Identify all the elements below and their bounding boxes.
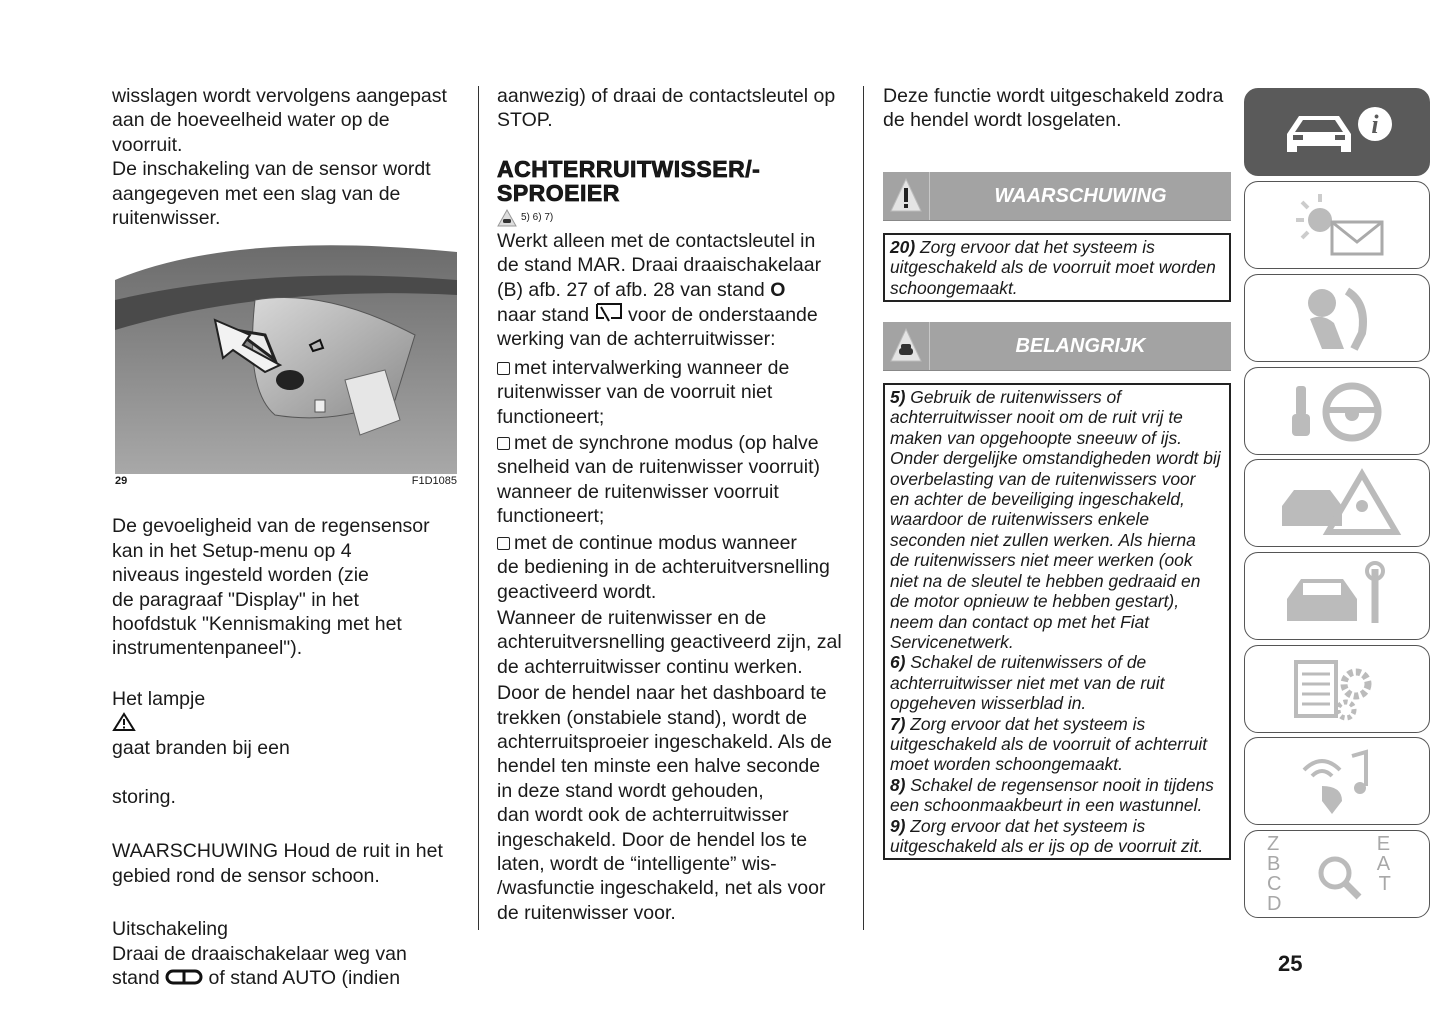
tab-lights-messages[interactable] bbox=[1244, 181, 1430, 269]
note bbox=[890, 775, 1224, 816]
list bbox=[497, 356, 847, 604]
reference-numbers: 5) 6) 7) bbox=[521, 211, 554, 223]
paragraph: De gevoeligheid van de regensensor kan in het Setup-menu op 4 niveaus ingesteld worden (zie de paragraaf "Display" in het hoofdstuk "Kennismaking met het instrumentenpaneel"). bbox=[112, 515, 430, 660]
car-wrench-icon bbox=[1277, 561, 1397, 631]
tab-technical-data[interactable] bbox=[1244, 645, 1430, 733]
car-info-icon bbox=[1277, 102, 1397, 162]
tab-index[interactable] bbox=[1244, 830, 1430, 918]
text: werking van de achterruitwisser: bbox=[497, 328, 776, 351]
paragraph: aanwezig) of draai de contactsleutel op STOP. bbox=[497, 85, 836, 132]
key-steering-wheel-icon bbox=[1282, 376, 1392, 446]
subheading: Uitschakeling bbox=[112, 918, 228, 941]
figure-code: F1D1085 bbox=[411, 475, 457, 488]
text: stand bbox=[112, 966, 160, 989]
warning-notes-box bbox=[883, 233, 1231, 302]
warning-exclamation-icon bbox=[883, 172, 930, 220]
airbag-seat-icon bbox=[1292, 283, 1382, 353]
lights-message-icon bbox=[1282, 190, 1392, 260]
list-item-text: met de continue modus wanneer de bediening in de achteruitversnelling geactiveerd wordt. bbox=[497, 531, 830, 603]
wiper-off-symbol-icon bbox=[165, 969, 203, 985]
note-text: Gebruik de ruitenwissers of achterruitwisser nooit om de ruit vrij te maken van opgehoopte sneeuw of ijs. Onder dergelijke omstandigheden wordt bij overbelasting van de ruitenwissers voor en achter de beveiliging ingeschakeld, waardoor de ruitenwissers enkele seconden niet zullen werken. Als hierna de ruitenwissers niet meer werken (ook niet na de sleutel te hebben gedraaid en de motor opnieuw te hebben gestart), neem dan contact op met het Fiat Servicenetwerk. bbox=[890, 387, 1221, 652]
text: of stand AUTO (indien bbox=[208, 966, 401, 989]
list-item-text: met de synchrone modus (op halve snelheid van de ruitenwisser voorruit) wanneer de ruitenwisser voorruit functioneert; bbox=[497, 432, 820, 528]
bullet-box-icon bbox=[497, 537, 510, 550]
paragraph bbox=[112, 942, 462, 991]
rear-wiper-symbol-icon bbox=[595, 302, 623, 324]
list-item bbox=[497, 356, 847, 429]
paragraph bbox=[112, 663, 462, 809]
text: storing. bbox=[112, 785, 176, 808]
important-banner bbox=[883, 322, 1231, 371]
paragraph: Deze functie wordt uitgeschakeld zodra de hendel wordt losgelaten. bbox=[883, 85, 1224, 132]
section-heading: ACHTERRUITWISSER/- SPROEIER bbox=[497, 155, 761, 206]
column-3 bbox=[883, 84, 1231, 860]
bullet-box-icon bbox=[497, 437, 510, 450]
note bbox=[890, 816, 1224, 857]
note bbox=[890, 237, 1224, 298]
index-letters: Z E B A C T D bbox=[1267, 833, 1391, 915]
column-divider bbox=[478, 86, 479, 930]
note-number: 20) bbox=[890, 236, 916, 257]
svg-text:i: i bbox=[1371, 110, 1379, 139]
tab-multimedia[interactable] bbox=[1244, 737, 1430, 825]
note-number: 8) bbox=[890, 774, 906, 795]
note-references bbox=[497, 207, 847, 229]
car-important-icon bbox=[497, 209, 517, 227]
column-divider bbox=[863, 86, 864, 930]
note-number: 6) bbox=[890, 652, 906, 673]
note bbox=[890, 714, 1224, 775]
tab-maintenance[interactable] bbox=[1244, 552, 1430, 640]
text: naar stand bbox=[497, 304, 590, 327]
warning-banner bbox=[883, 172, 1231, 221]
note-number: 9) bbox=[890, 815, 906, 836]
tab-emergency[interactable] bbox=[1244, 459, 1430, 547]
text: Draai de draaischakelaar weg van bbox=[112, 942, 407, 965]
text: Werkt alleen met de contactsleutel in de stand MAR. Draai draaischakelaar (B) afb. 27 of afb. 28 van stand bbox=[497, 229, 822, 301]
list-item bbox=[497, 531, 847, 604]
note bbox=[890, 387, 1224, 652]
paragraph bbox=[497, 229, 847, 352]
crash-warning-triangle-icon bbox=[1272, 468, 1402, 538]
note-number: 5) bbox=[890, 387, 906, 408]
figure-caption bbox=[115, 474, 457, 488]
note bbox=[890, 652, 1224, 713]
note-text: Schakel de ruitenwissers of de achterruitwisser niet met van de ruit opgeheven wisserblad in. bbox=[890, 652, 1165, 714]
paragraph: Wanneer de ruitenwisser en de achteruitversnelling geactiveerd zijn, zal de achterruitwisser continu werken. bbox=[497, 606, 842, 678]
bullet-box-icon bbox=[497, 362, 510, 375]
switch-position: O bbox=[770, 278, 786, 301]
note-number: 7) bbox=[890, 713, 906, 734]
column-2 bbox=[497, 84, 847, 925]
tab-safety[interactable] bbox=[1244, 274, 1430, 362]
note-text: Zorg ervoor dat het systeem is uitgeschakeld als de voorruit of achterruit moet worden schoongemaakt. bbox=[890, 713, 1208, 775]
warning-triangle-icon bbox=[112, 712, 136, 732]
page-number: 25 bbox=[1278, 951, 1303, 976]
multimedia-icon bbox=[1282, 746, 1392, 816]
figure-number: 29 bbox=[115, 475, 128, 488]
note-text: Zorg ervoor dat het systeem is uitgeschakeld als de voorruit moet worden schoongemaakt. bbox=[890, 236, 1216, 298]
text: gaat branden bij een bbox=[112, 737, 290, 760]
text: voor de onderstaande bbox=[628, 304, 818, 327]
text: Het lampje bbox=[112, 688, 206, 711]
specifications-gear-icon bbox=[1282, 654, 1392, 724]
list-item bbox=[497, 431, 847, 529]
column-1 bbox=[112, 84, 462, 990]
figure-rain-sensor bbox=[115, 240, 457, 474]
tab-starting-driving[interactable] bbox=[1244, 367, 1430, 455]
paragraph: wisslagen wordt vervolgens aangepast aan de hoeveelheid water op de voorruit. De inschakeling van de sensor wordt aangegeven met een slag van de ruitenwisser. bbox=[112, 85, 447, 230]
important-title: BELANGRIJK bbox=[1015, 334, 1146, 357]
paragraph: WAARSCHUWING Houd de ruit in het gebied rond de sensor schoon. bbox=[112, 840, 443, 887]
important-notes-box bbox=[883, 383, 1231, 860]
note-text: Schakel de regensensor nooit in tijdens een schoonmaakbeurt in een wastunnel. bbox=[890, 774, 1214, 816]
list-item-text: met intervalwerking wanneer de ruitenwisser van de voorruit niet functioneert; bbox=[497, 356, 790, 428]
car-important-icon bbox=[883, 322, 930, 370]
tab-car-info[interactable] bbox=[1244, 88, 1430, 176]
warning-title: WAARSCHUWING bbox=[994, 184, 1167, 207]
paragraph: Door de hendel naar het dashboard te trekken (onstabiele stand), wordt de achterruitsproeier ingeschakeld. Als de hendel ten minste een halve seconde in deze stand wordt gehouden, dan wordt ook de achterruitwisser ingeschakeld. Door de hendel los te laten, wordt de “intelligente” wis- /wasfunctie ingeschakeld, net als voor de ruitenwisser voor. bbox=[497, 682, 832, 924]
note-text: Zorg ervoor dat het systeem is uitgeschakeld als er ijs op de voorruit zit. bbox=[890, 815, 1204, 856]
